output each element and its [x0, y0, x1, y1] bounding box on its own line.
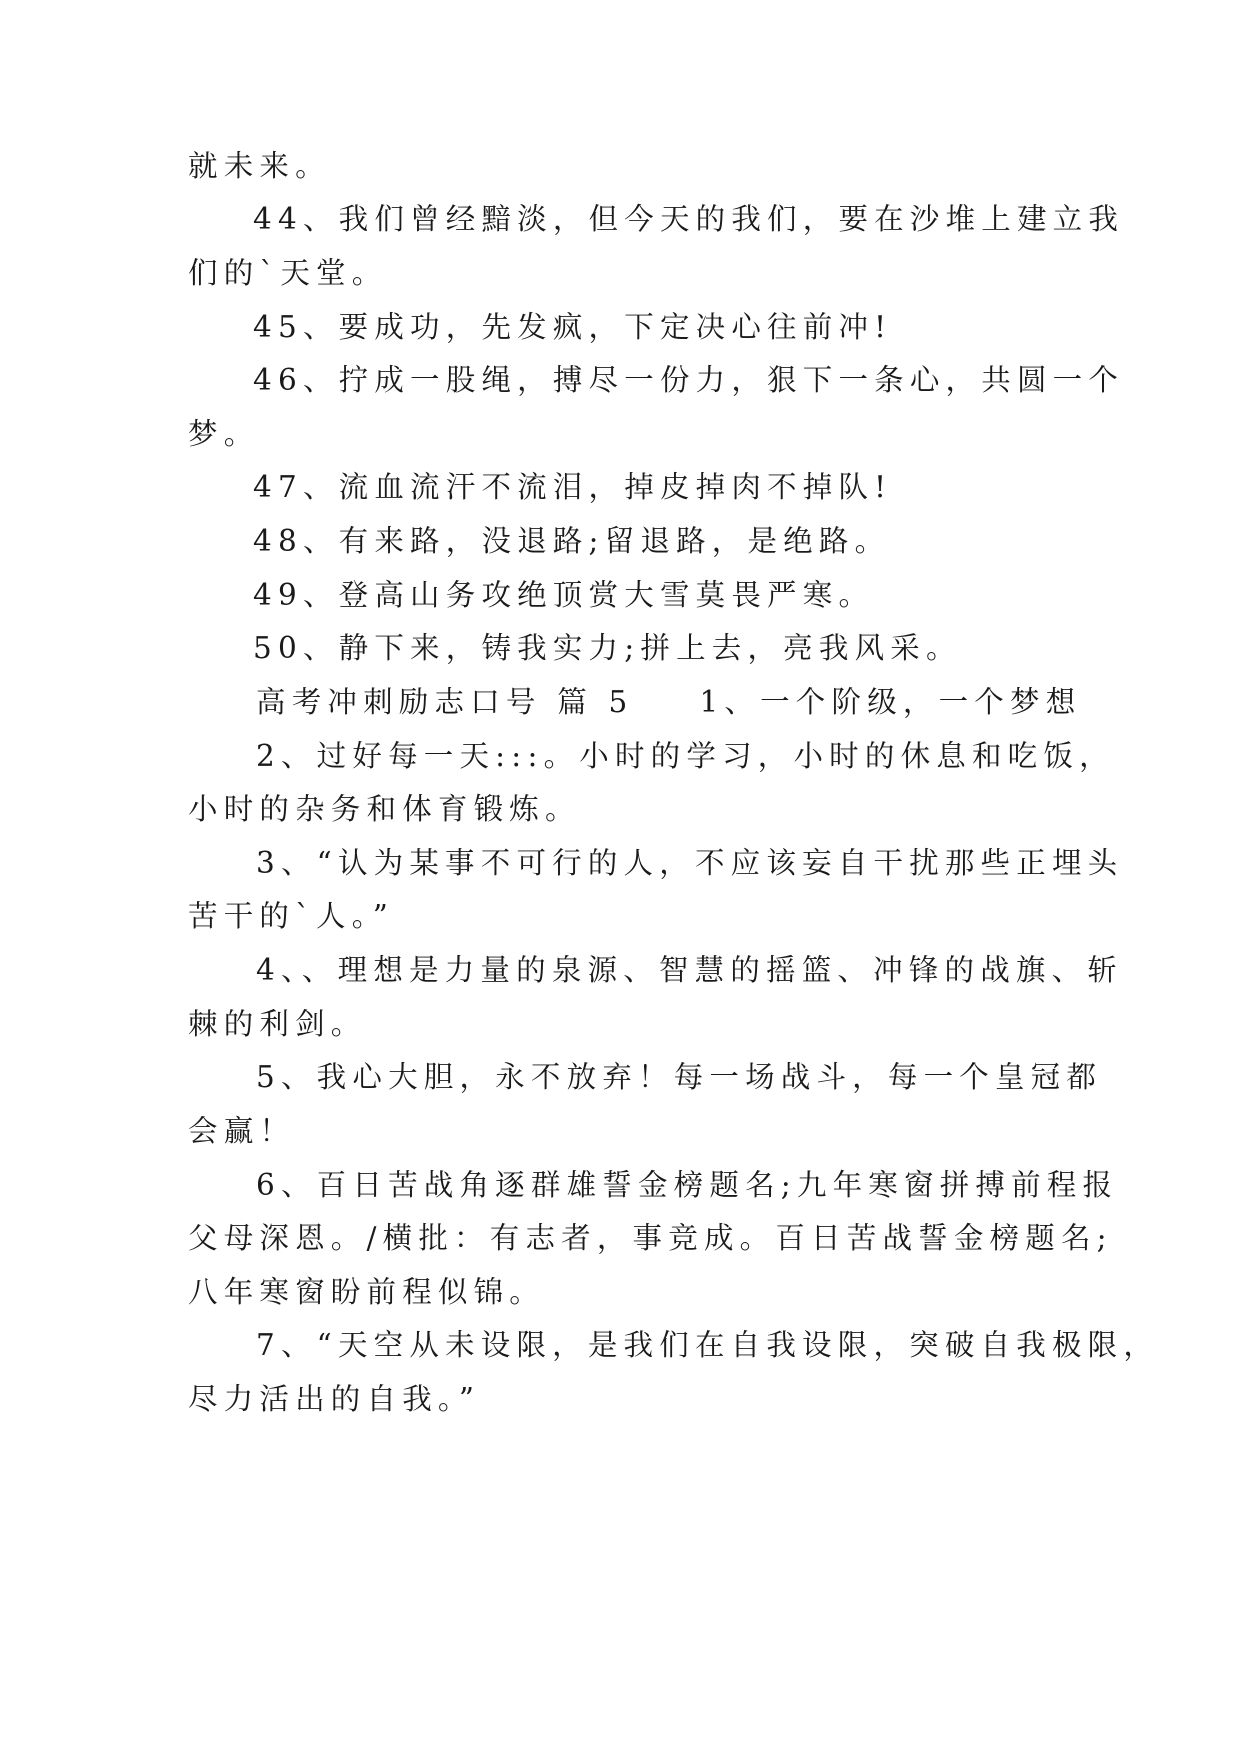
text-line: 父母深恩。/横批：有志者，事竞成。百日苦战誓金榜题名;	[188, 1221, 1113, 1255]
text-line: 棘的利剑。	[188, 1007, 367, 1041]
text-line: 3、“认为某事不可行的人，不应该妄自干扰那些正埋头	[256, 846, 1124, 880]
text-line: 50、静下来，铸我实力;拼上去，亮我风采。	[253, 631, 962, 665]
text-line: 46、拧成一股绳，搏尽一份力，狠下一条心，共圆一个	[253, 363, 1125, 397]
text-line: 48、有来路，没退路;留退路，是绝路。	[253, 524, 891, 558]
text-line: 45、要成功，先发疯，下定决心往前冲!	[253, 310, 893, 344]
text-line: 八年寒窗盼前程似锦。	[188, 1275, 546, 1309]
text-line: 5、我心大胆，永不放弃！每一场战斗，每一个皇冠都	[256, 1060, 1103, 1094]
text-line: 小时的杂务和体育锻炼。	[188, 792, 581, 826]
section-heading-line	[256, 682, 1081, 722]
text-line: 6、百日苦战角逐群雄誓金榜题名;九年寒窗拼搏前程报	[256, 1168, 1119, 1202]
section-first-item: 1、一个阶级，一个梦想	[699, 685, 1082, 719]
text-line: 2、过好每一天:::。小时的学习，小时的休息和吃饭，	[256, 739, 1115, 773]
text-line: 梦。	[188, 417, 260, 451]
text-line: 会赢！	[188, 1114, 296, 1148]
text-line: 4、、理想是力量的泉源、智慧的摇篮、冲锋的战旗、斩	[256, 953, 1124, 987]
text-line: 7、“天空从未设限，是我们在自我设限，突破自我极限，	[256, 1328, 1160, 1362]
section-label: 篇 5	[557, 685, 634, 719]
text-line: 44、我们曾经黯淡，但今天的我们，要在沙堆上建立我	[253, 202, 1125, 236]
text-line: 们的`天堂。	[188, 256, 388, 290]
text-line: 49、登高山务攻绝顶赏大雪莫畏严寒。	[253, 578, 875, 612]
text-line: 47、流血流汗不流泪，掉皮掉肉不掉队!	[253, 470, 893, 504]
text-line: 就未来。	[188, 149, 331, 183]
section-heading: 高考冲刺励志口号	[256, 685, 542, 719]
text-line: 苦干的`人。”	[188, 899, 394, 933]
text-line: 尽力活出的自我。”	[188, 1382, 481, 1416]
